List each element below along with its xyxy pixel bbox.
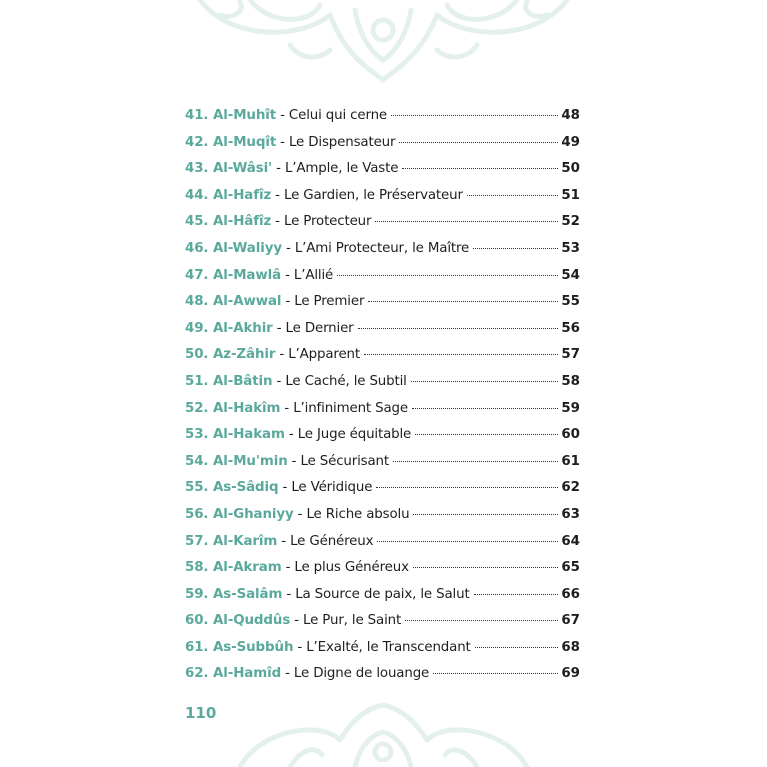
entry-meaning: Le Protecteur [284,214,372,230]
toc-entry[interactable] [185,560,580,587]
toc-entry[interactable] [185,161,580,188]
entry-separator: - [297,639,303,655]
entry-page-number: 58 [561,373,580,389]
entry-separator: - [276,373,282,389]
toc-entry[interactable] [185,454,580,481]
dot-leader [475,647,559,648]
entry-page-number: 56 [561,320,580,336]
entry-meaning: Le Premier [294,294,365,310]
entry-page-number: 49 [561,134,580,150]
entry-separator: - [280,134,285,150]
entry-meaning: L’Ami Protecteur, le Maître [294,240,470,256]
toc-entry[interactable] [185,480,580,507]
entry-meaning: L’Allié [293,267,334,283]
entry-separator: - [281,533,287,549]
entry-page-number: 62 [561,480,580,496]
dot-leader [364,354,558,355]
entry-meaning: Le Digne de louange [293,666,430,682]
entry-page-number: 69 [561,666,580,682]
entry-meaning: L’Exalté, le Transcendant [306,639,471,655]
entry-name: 51. Al-Bâtin [185,373,273,389]
entry-name: 60. Al-Quddûs [185,613,291,629]
entry-name: 49. Al-Âkhir [185,320,273,336]
entry-separator: - [285,666,290,682]
dot-leader [368,301,558,302]
entry-name: 58. Al-Akram [185,560,282,576]
entry-name: 54. Al-Mu'min [185,453,288,469]
entry-page-number: 55 [561,294,580,310]
entry-meaning: L’infiniment Sage [293,400,408,416]
toc-entry[interactable] [185,294,580,321]
entry-meaning: Le Juge équitable [297,427,412,443]
entry-separator: - [291,453,297,469]
entry-page-number: 52 [561,214,580,230]
entry-meaning: Le Riche absolu [306,506,410,522]
entry-name: 47. Al-Mawlâ [185,267,282,283]
entry-meaning: Le Sécurisant [300,453,389,469]
entry-page-number: 61 [561,453,580,469]
entry-separator: - [282,480,288,496]
entry-page-number: 60 [561,427,580,443]
toc-entry[interactable] [185,507,580,534]
dot-leader [393,461,558,462]
dot-leader [433,673,558,674]
dot-leader [405,620,558,621]
toc-entry[interactable] [185,534,580,561]
entry-separator: - [286,586,292,602]
toc-entry[interactable] [185,347,580,374]
dot-leader [391,115,558,116]
entry-meaning: Le Dispensateur [288,134,396,150]
dot-leader [413,514,558,515]
dot-leader [413,567,558,568]
entry-page-number: 68 [561,639,580,655]
toc-entry[interactable] [185,374,580,401]
entry-page-number: 51 [561,187,580,203]
entry-meaning: Le Dernier [285,320,354,336]
entry-meaning: L’Apparent [288,347,360,363]
table-of-contents [185,108,580,693]
entry-name: 45. Al-Hâfîz [185,214,272,230]
entry-meaning: La Source de paix, le Salut [295,586,470,602]
entry-name: 53. Al-Hakam [185,427,285,443]
entry-separator: - [285,240,291,256]
dot-leader [473,248,558,249]
entry-page-number: 65 [561,560,580,576]
dot-leader [337,275,558,276]
dot-leader [402,168,558,169]
entry-separator: - [280,108,285,123]
dot-leader [415,434,558,435]
dot-leader [474,594,559,595]
dot-leader [376,487,558,488]
entry-separator: - [285,560,291,576]
entry-name: 57. Al-Karîm [185,533,278,549]
entry-name: 44. Al-Hafîz [185,187,272,203]
entry-name: 43. Al-Wâsi' [185,161,273,177]
entry-page-number: 48 [561,108,580,123]
entry-separator: - [288,427,294,443]
entry-meaning: Celui qui cerne [288,108,388,123]
entry-separator: - [276,320,282,336]
entry-page-number: 57 [561,347,580,363]
entry-name: 55. As-Sâdiq [185,480,279,496]
toc-entry[interactable] [185,427,580,454]
toc-entry[interactable] [185,135,580,162]
toc-entry[interactable] [185,214,580,241]
entry-page-number: 54 [561,267,580,283]
entry-name: 59. As-Salâm [185,586,283,602]
entry-separator: - [285,294,291,310]
toc-entry[interactable] [185,640,580,667]
toc-entry[interactable] [185,241,580,268]
entry-name: 52. Al-Hakîm [185,400,281,416]
entry-page-number: 64 [561,533,580,549]
toc-entry[interactable] [185,108,580,135]
entry-name: 41. Al-Muhît [185,108,277,123]
entry-page-number: 59 [561,400,580,416]
page-number: 110 [185,704,217,722]
entry-meaning: Le Généreux [290,533,374,549]
entry-name: 50. Az-Zâhir [185,347,276,363]
entry-page-number: 53 [561,240,580,256]
entry-name: 46. Al-Waliyy [185,240,282,256]
entry-separator: - [276,161,281,177]
entry-name: 48. Al-Awwal [185,294,282,310]
entry-name: 56. Al-Ghaniyy [185,506,294,522]
entry-page-number: 63 [561,506,580,522]
entry-separator: - [285,267,290,283]
entry-meaning: Le Caché, le Subtil [285,373,407,389]
entry-name: 61. As-Subbûh [185,639,294,655]
dot-leader [411,381,559,382]
toc-entry[interactable] [185,666,580,693]
toc-entry[interactable] [185,188,580,215]
dot-leader [358,328,559,329]
toc-entry[interactable] [185,613,580,640]
entry-separator: - [284,400,290,416]
entry-meaning: Le Gardien, le Préservateur [284,187,463,203]
dot-leader [412,408,558,409]
toc-entry[interactable] [185,587,580,614]
entry-name: 62. Al-Hamîd [185,666,282,682]
entry-page-number: 50 [561,161,580,177]
dot-leader [467,195,559,196]
entry-page-number: 67 [561,613,580,629]
dot-leader [377,541,558,542]
toc-entry[interactable] [185,401,580,428]
entry-meaning: Le Pur, le Saint [303,613,402,629]
dot-leader [375,221,558,222]
toc-entry[interactable] [185,321,580,348]
entry-page-number: 66 [561,586,580,602]
entry-meaning: Le Véridique [291,480,373,496]
entry-separator: - [294,613,300,629]
bottom-ornament-icon [0,700,767,767]
entry-separator: - [275,187,280,203]
top-ornament-icon [0,0,767,90]
entry-meaning: Le plus Généreux [294,560,409,576]
entry-separator: - [275,214,280,230]
entry-name: 42. Al-Muqît [185,134,277,150]
dot-leader [399,142,558,143]
entry-separator: - [297,506,303,522]
entry-meaning: L’Ample, le Vaste [284,161,399,177]
entry-separator: - [279,347,285,363]
toc-entry[interactable] [185,268,580,295]
